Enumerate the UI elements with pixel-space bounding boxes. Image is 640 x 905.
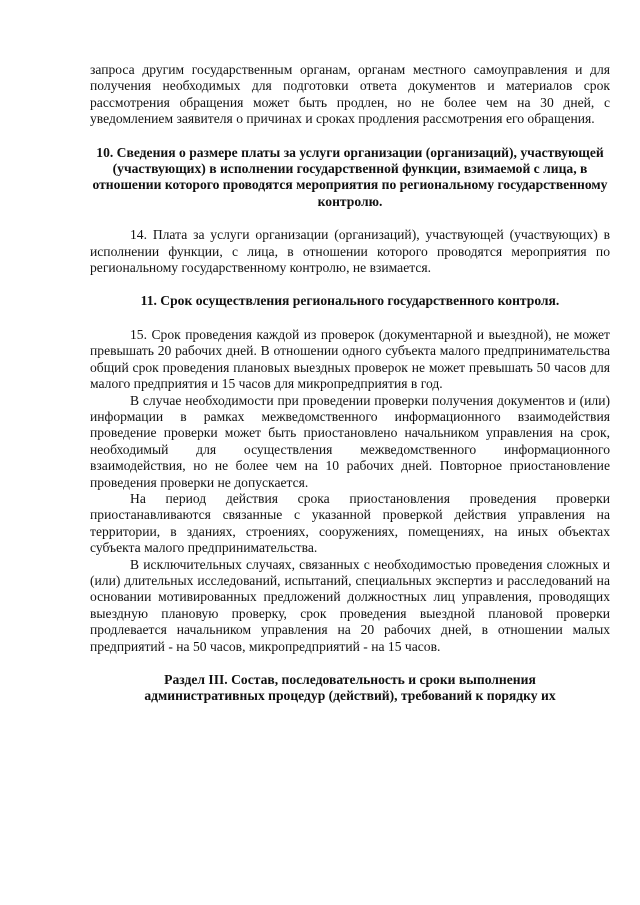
section-3-heading-line-1: Раздел III. Состав, последовательность и сроки выполнения — [164, 672, 536, 687]
section-11-paragraph-1: 15. Срок проведения каждой из проверок (документарной и выездной), не может превышать 20 рабочих дней. В отношении одного субъекта малого предпринимательства общий срок проведения плановых выездных проверок не может превышать 50 часов для малого предприятия и 15 часов для микропредприятия в год. — [90, 326, 610, 392]
document-page — [90, 62, 610, 705]
spacer — [90, 655, 610, 672]
section-10-heading: 10. Сведения о размере платы за услуги организации (организаций), участвующей (участвующих) в исполнении государственной функции, взимаемой с лица, в отношении которого проводятся мероприятия по региональному государственному контролю. — [92, 144, 608, 209]
section-11-paragraph-4: В исключительных случаях, связанных с необходимостью проведения сложных и (или) длительных исследований, испытаний, специальных экспертиз и расследований на основании мотивированных предложений должностных лиц управления, проводящих выездную плановую проверку, срок проведения выездной плановой проверки продлевается начальником управления на 20 рабочих дней, в отношении малых предприятий - на 50 часов, микропредприятий - на 15 часов. — [90, 556, 610, 654]
section-10-paragraph: 14. Плата за услуги организации (организаций), участвующей (участвующих) в исполнении функции, с лица, в отношении которого проводятся мероприятия по региональному государственному контролю, не взимается. — [90, 227, 610, 276]
section-3-heading — [90, 672, 610, 705]
section-3-heading-line-2: административных процедур (действий), требований к порядку их — [144, 688, 556, 704]
section-11-heading: 11. Срок осуществления регионального государственного контроля. — [140, 293, 560, 309]
spacer — [90, 310, 610, 327]
section-11-paragraph-2: В случае необходимости при проведении проверки получения документов и (или) информации в рамках межведомственного информационного взаимодействия проведение проверки может быть приостановлено начальником управления на срок, необходимый для осуществления межведомственного информационного взаимодействия, но не более чем на 10 рабочих дней. Повторное приостановление проведения проверки не допускается. — [90, 392, 610, 490]
spacer — [90, 276, 610, 293]
intro-paragraph: запроса другим государственным органам, органам местного самоуправления и для получения необходимых для подготовки ответа документов и материалов срок рассмотрения обращения может быть продлен, но не более чем на 30 дней, с уведомлением заявителя о причинах и сроках продления рассмотрения его обращения. — [90, 62, 610, 127]
spacer — [90, 210, 610, 227]
section-11-paragraph-3: На период действия срока приостановления проведения проверки приостанавливаются связанные с указанной проверкой действия управления на территории, в зданиях, строениях, сооружениях, помещениях, на иных объектах субъекта малого предпринимательства. — [90, 490, 610, 556]
spacer — [90, 128, 610, 145]
